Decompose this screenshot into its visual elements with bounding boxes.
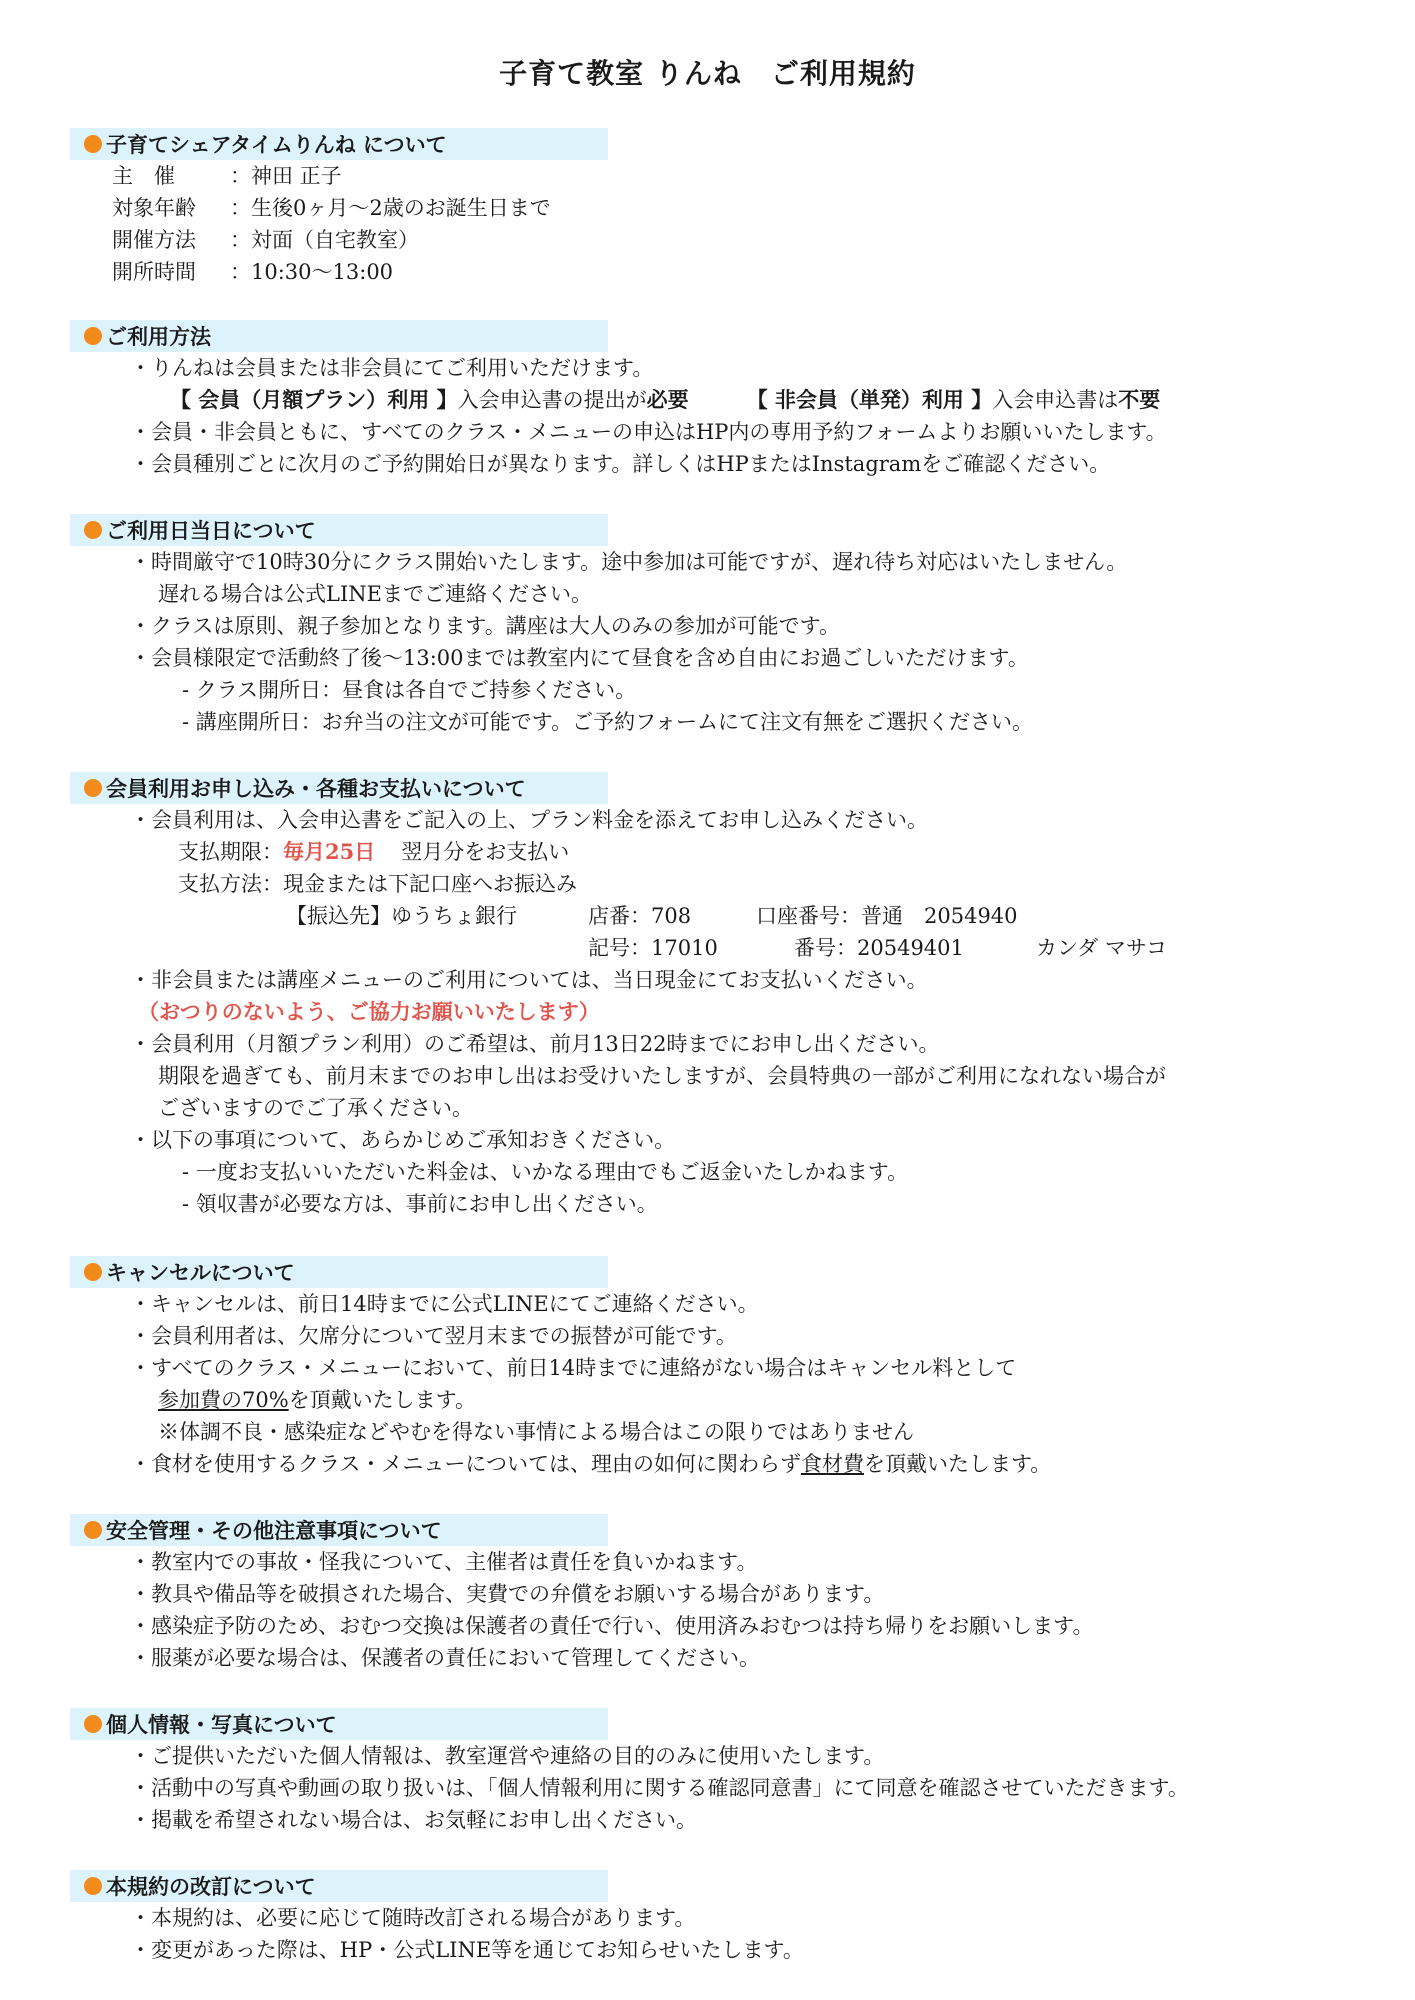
list-item: ・すべてのクラス・メニューにおいて、前日14時までに連絡がない場合はキャンセル料として <box>130 1356 1017 1380</box>
section-heading <box>70 128 608 160</box>
info-row <box>70 192 1370 224</box>
info-row <box>70 256 1370 288</box>
plan-guest-label: 【 非会員（単発）利用 】 <box>746 387 993 412</box>
account-holder: カンダ マサコ <box>1036 936 1167 960</box>
bullet-dot-icon <box>84 1715 102 1733</box>
bank-number: 番号：20549401 <box>794 936 964 960</box>
deadline-note: 翌月分をお支払い <box>401 840 570 864</box>
section-heading <box>70 772 608 804</box>
section-heading-text: 本規約の改訂について <box>106 1874 316 1899</box>
list-item-continued: 遅れる場合は公式LINEまでご連絡ください。 <box>158 582 592 606</box>
list-item: ・以下の事項について、あらかじめご承知おきください。 <box>130 1128 676 1152</box>
payment-deadline <box>70 836 1370 868</box>
bank-account: 口座番号：普通 2054940 <box>756 904 1018 928</box>
list-item: ・会員種別ごとに次月のご予約開始日が異なります。詳しくはHPまたはInstagramをご確認ください。 <box>130 452 1111 476</box>
section-revision <box>70 1870 1370 1966</box>
list-item: ・会員利用（月額プラン利用）のご希望は、前月13日22時までにお申し出ください。 <box>130 1032 940 1056</box>
list-item: ・会員・非会員ともに、すべてのクラス・メニューの申込はHP内の専用予約フォームよりお願いいたします。 <box>130 420 1167 444</box>
bank-branch: 店番：708 <box>588 904 692 928</box>
highlight-note: （おつりのないよう、ご協力お願いいたします） <box>138 999 600 1024</box>
bullet-dot-icon <box>84 779 102 797</box>
info-row <box>70 160 1370 192</box>
info-value: ：神田 正子 <box>230 164 342 188</box>
plan-row <box>70 384 1370 416</box>
bank-name: 【振込先】ゆうちょ銀行 <box>286 904 517 928</box>
info-label: 対象年齢 <box>112 196 196 220</box>
plan-member-label: 【 会員（月額プラン）利用 】 <box>170 387 458 412</box>
list-item: ・時間厳守で10時30分にクラス開始いたします。途中参加は可能ですが、遅れ待ち対応はいたしません。 <box>130 550 1128 574</box>
section-payment <box>70 772 1370 1220</box>
fee-note: を頂戴いたします。 <box>288 1388 477 1412</box>
sub-item: - 領収書が必要な方は、事前にお申し出ください。 <box>182 1192 658 1216</box>
list-item: ・本規約は、必要に応じて随時改訂される場合があります。 <box>130 1906 696 1930</box>
section-heading <box>70 1514 608 1546</box>
deadline-value: 毎月25日 <box>283 839 376 864</box>
list-item: ・教具や備品等を破損された場合、実費での弁償をお願いする場合があります。 <box>130 1582 885 1606</box>
list-item: ・会員利用は、入会申込書をご記入の上、プラン料金を添えてお申し込みください。 <box>130 808 928 832</box>
document-title: 子育て教室 りんね ご利用規約 <box>499 57 916 90</box>
list-item: ・ご提供いただいた個人情報は、教室運営や連絡の目的のみに使用いたします。 <box>130 1744 885 1768</box>
list-item <box>70 1448 1370 1480</box>
info-label: 開所時間 <box>112 260 196 284</box>
section-heading <box>70 514 608 546</box>
plan-member-required: 必要 <box>646 387 689 412</box>
bullet-dot-icon <box>84 521 102 539</box>
section-day-of-use <box>70 514 1370 738</box>
list-item: ・感染症予防のため、おむつ交換は保護者の責任で行い、使用済みおむつは持ち帰りをお願いします。 <box>130 1614 1094 1638</box>
bank-row-1 <box>70 900 1370 932</box>
list-item: ・活動中の写真や動画の取り扱いは、「個人情報利用に関する確認同意書」にて同意を確認させていただきます。 <box>130 1776 1189 1800</box>
section-heading-text: ご利用方法 <box>106 324 211 349</box>
plan-guest-required: 不要 <box>1118 387 1161 412</box>
list-item: ・変更があった際は、HP・公式LINE等を通じてお知らせいたします。 <box>130 1938 804 1962</box>
bullet-dot-icon <box>84 1521 102 1539</box>
sub-item: - 講座開所日：お弁当の注文が可能です。ご予約フォームにて注文有無をご選択ください。 <box>182 710 1034 734</box>
section-heading-text: 会員利用お申し込み・各種お支払いについて <box>106 776 526 801</box>
sub-item: - クラス開所日：昼食は各自でご持参ください。 <box>182 678 637 702</box>
list-item: ・非会員または講座メニューのご利用については、当日現金にてお支払いください。 <box>130 968 928 992</box>
list-item: ・会員様限定で活動終了後～13:00までは教室内にて昼食を含め自由にお過ごしいただけます。 <box>130 646 1029 670</box>
section-heading-text: 子育てシェアタイムりんね について <box>106 132 447 157</box>
section-safety <box>70 1514 1370 1674</box>
section-heading <box>70 1256 608 1288</box>
section-privacy <box>70 1708 1370 1836</box>
info-label: 開催方法 <box>112 228 196 252</box>
payment-method: 支払方法：現金または下記口座へお振込み <box>178 872 577 896</box>
info-row <box>70 224 1370 256</box>
text-segment: ・食材を使用するクラス・メニューについては、理由の如何に関わらず <box>130 1452 801 1476</box>
sub-item: - 一度お支払いいただいた料金は、いかなる理由でもご返金いたしかねます。 <box>182 1160 909 1184</box>
list-item: ・キャンセルは、前日14時までに公式LINEにてご連絡ください。 <box>130 1292 759 1316</box>
info-value: ：対面（自宅教室） <box>230 228 419 252</box>
ingredient-fee: 食材費 <box>800 1452 864 1476</box>
fee-rate: 参加費の70% <box>158 1388 289 1412</box>
section-heading-text: キャンセルについて <box>106 1260 295 1285</box>
list-item: ・服薬が必要な場合は、保護者の責任において管理してください。 <box>130 1646 760 1670</box>
section-heading <box>70 1708 608 1740</box>
info-value: ：10:30～13:00 <box>230 260 394 284</box>
bullet-dot-icon <box>84 327 102 345</box>
section-cancellation <box>70 1256 1370 1480</box>
section-heading-text: 個人情報・写真について <box>106 1712 337 1737</box>
info-label: 主 催 <box>112 164 175 188</box>
bullet-dot-icon <box>84 1877 102 1895</box>
section-heading <box>70 1870 608 1902</box>
plan-guest-note: 入会申込書は <box>992 388 1119 412</box>
section-about <box>70 128 1370 288</box>
bullet-dot-icon <box>84 1263 102 1281</box>
list-item-continued: ございますのでご了承ください。 <box>158 1096 473 1120</box>
list-item-continued: 期限を過ぎても、前月末までのお申し出はお受けいたしますが、会員特典の一部がご利用になれない場合が <box>158 1064 1166 1088</box>
list-item: ・掲載を希望されない場合は、お気軽にお申し出ください。 <box>130 1808 697 1832</box>
section-heading <box>70 320 608 352</box>
list-item-continued <box>70 1384 1370 1416</box>
bank-row-2 <box>70 932 1370 964</box>
list-item: ・教室内での事故・怪我について、主催者は責任を負いかねます。 <box>130 1550 758 1574</box>
text-segment: を頂戴いたします。 <box>863 1452 1052 1476</box>
section-usage <box>70 320 1370 480</box>
plan-member-note: 入会申込書の提出が <box>457 388 647 412</box>
list-item: ・会員利用者は、欠席分について翌月末までの振替が可能です。 <box>130 1324 737 1348</box>
section-heading-text: 安全管理・その他注意事項について <box>106 1518 442 1543</box>
list-item: ・クラスは原則、親子参加となります。講座は大人のみの参加が可能です。 <box>130 614 841 638</box>
list-item: ・りんねは会員または非会員にてご利用いただけます。 <box>130 356 654 380</box>
bank-symbol: 記号：17010 <box>588 936 718 960</box>
deadline-label: 支払期限： <box>178 840 283 864</box>
bullet-dot-icon <box>84 135 102 153</box>
info-value: ：生後0ヶ月～2歳のお誕生日まで <box>230 196 551 220</box>
exception-note: ※体調不良・感染症などやむを得ない事情による場合はこの限りではありません <box>158 1420 914 1444</box>
section-heading-text: ご利用日当日について <box>106 518 316 543</box>
